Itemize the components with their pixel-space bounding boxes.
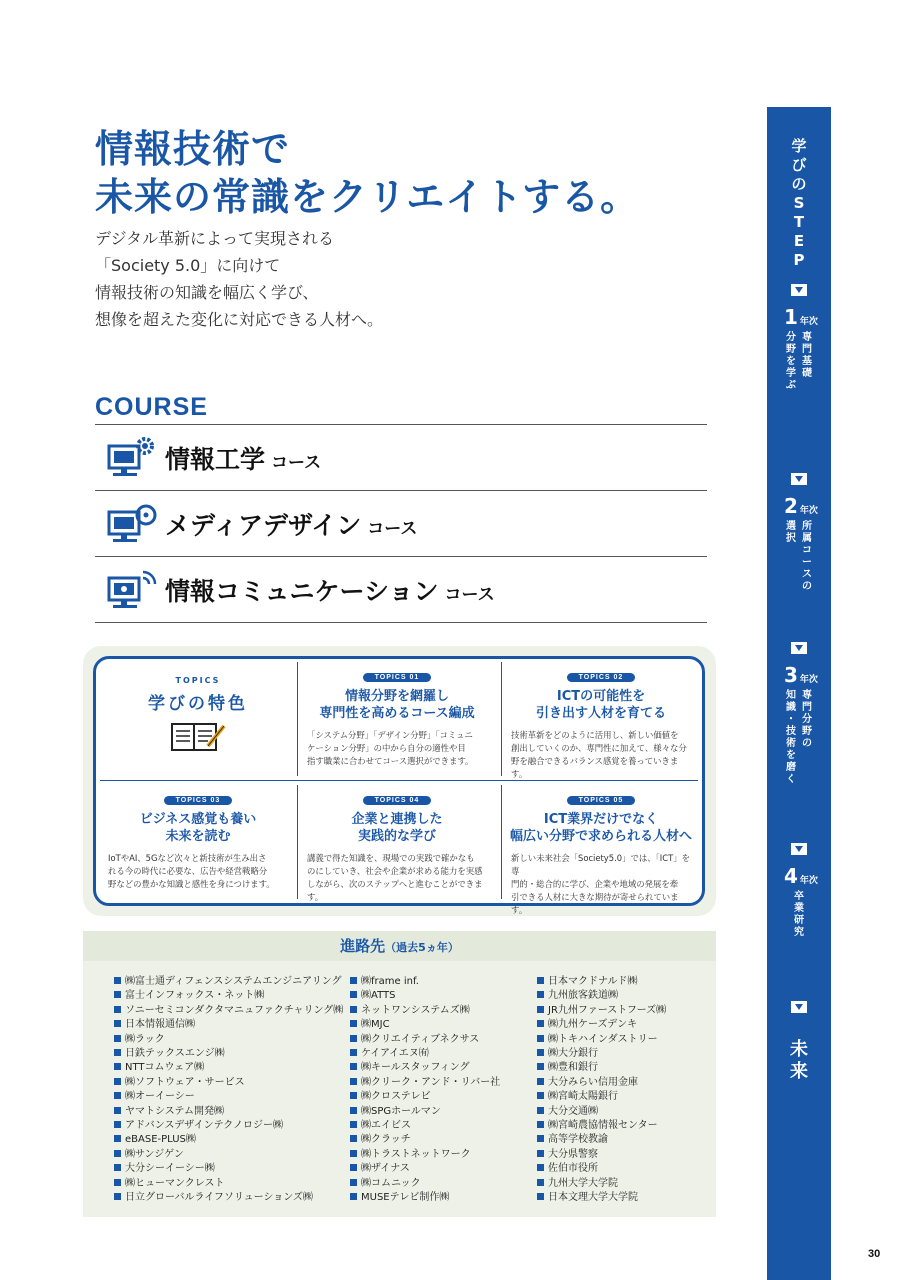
- topic-title-line: ビジネス感覚も養い: [139, 812, 257, 827]
- career-heading-text: 進路先: [340, 937, 386, 955]
- career-item: [537, 1076, 666, 1090]
- bullet-square-icon: [537, 1092, 544, 1099]
- topic-body-line: 野などの豊かな知識と感性を身につけます。: [108, 879, 275, 889]
- topic-body-line: 指す職業に合わせてコース選択ができます。: [307, 756, 474, 766]
- career-item: [114, 1090, 343, 1104]
- topic-body-line: IoTやAI、5Gなど次々と新技術が生み出さ: [108, 853, 267, 863]
- topic-title-line: 情報分野を網羅し: [344, 689, 449, 704]
- career-item-text: ㈱オーイーシー: [125, 1091, 195, 1103]
- topic-item: [100, 787, 296, 899]
- bullet-square-icon: [537, 977, 544, 984]
- career-item: [114, 1191, 343, 1205]
- step-text-1: 専 門 分 野 の: [802, 690, 812, 749]
- topic-body-line: 新しい未来社会「Society5.0」では、「ICT」を専: [511, 853, 690, 876]
- bullet-square-icon: [114, 1179, 121, 1186]
- career-item: [114, 1105, 343, 1119]
- career-item-text: ㈱豊和銀行: [548, 1062, 598, 1074]
- topic-title-line: 引き出す人材を育てる: [535, 706, 666, 721]
- bullet-square-icon: [537, 1107, 544, 1114]
- career-item-text: 高等学校教諭: [548, 1134, 608, 1146]
- career-item-text: 大分県警察: [548, 1148, 598, 1160]
- sidebar-title: 学 び の S T E P: [791, 137, 807, 269]
- career-item: [114, 1076, 343, 1090]
- lead-line: デジタル革新によって実現される: [95, 229, 335, 248]
- career-item-text: 大分みらい信用金庫: [548, 1076, 638, 1088]
- step-suffix: 年次: [799, 675, 818, 685]
- career-item: [537, 1061, 666, 1075]
- step-text-1: 卒 業 研 究: [794, 891, 804, 938]
- career-item: [114, 1033, 343, 1047]
- bullet-square-icon: [114, 1035, 121, 1042]
- career-item: [537, 1177, 666, 1191]
- career-item-text: NTTコムウェア㈱: [125, 1062, 205, 1074]
- title-line-1: 情報技術で: [95, 127, 291, 171]
- career-heading-sub: （過去5ヵ年）: [385, 941, 459, 954]
- step-num: 2: [784, 494, 798, 518]
- topic-item: [503, 664, 699, 779]
- topic-badge: TOPICS 05: [567, 796, 636, 805]
- career-item: [350, 975, 500, 989]
- step-num: 1: [784, 305, 798, 329]
- bullet-square-icon: [537, 1049, 544, 1056]
- career-item-text: ㈱クリーク・アンド・リバー社: [361, 1076, 501, 1088]
- topic-title: [503, 811, 699, 845]
- bullet-square-icon: [537, 1150, 544, 1157]
- career-item-text: JR九州ファーストフーズ㈱: [548, 1004, 667, 1016]
- bullet-square-icon: [350, 1078, 357, 1085]
- career-item-text: ㈱サンジゲン: [125, 1148, 184, 1160]
- bullet-square-icon: [114, 1092, 121, 1099]
- step-year: [784, 663, 818, 687]
- career-item: [114, 1119, 343, 1133]
- career-item: [537, 1133, 666, 1147]
- career-item: [350, 1133, 500, 1147]
- arrow-down-icon: [791, 284, 807, 296]
- divider: [297, 785, 298, 899]
- career-item: [537, 1004, 666, 1018]
- bullet-square-icon: [537, 1179, 544, 1186]
- step-year: [784, 864, 818, 888]
- course-name: メディアデザイン: [165, 510, 362, 540]
- bullet-square-icon: [537, 1135, 544, 1142]
- career-item-text: ㈱ザイナス: [361, 1163, 410, 1175]
- course-item-info-engineering[interactable]: [95, 425, 707, 491]
- career-item-text: eBASE-PLUS㈱: [125, 1134, 196, 1146]
- bullet-square-icon: [537, 1078, 544, 1085]
- bullet-square-icon: [350, 1193, 357, 1200]
- course-item-media-design[interactable]: [95, 491, 707, 557]
- bullet-square-icon: [114, 1150, 121, 1157]
- bullet-square-icon: [114, 1121, 121, 1128]
- career-item-text: 佐伯市役所: [548, 1163, 598, 1175]
- career-item-text: ㈱クリエイティブネクサス: [361, 1033, 480, 1045]
- career-item-text: 日立グローバルライフソリューションズ㈱: [125, 1192, 313, 1204]
- bullet-square-icon: [537, 991, 544, 998]
- career-item: [114, 989, 343, 1003]
- bullet-square-icon: [114, 1006, 121, 1013]
- course-heading: COURSE: [95, 393, 208, 421]
- career-item-text: ㈱九州ケーズデンキ: [548, 1019, 638, 1031]
- step-text-2: 知 識 ・ 技 術 を 磨 く: [786, 690, 796, 785]
- bullet-square-icon: [350, 1179, 357, 1186]
- career-item: [350, 1191, 500, 1205]
- topic-body-line: 引できる人材に大きな期待が寄せられています。: [511, 892, 679, 915]
- career-item: [114, 1133, 343, 1147]
- career-item: [537, 1018, 666, 1032]
- career-item: [350, 1047, 500, 1061]
- career-item-text: アドバンスデザインテクノロジー㈱: [125, 1120, 283, 1132]
- step-text-1: 専 門 基 礎: [802, 332, 812, 379]
- bullet-square-icon: [350, 1035, 357, 1042]
- topic-body-line: 創出していくのか、専門性に加えて、様々な分: [511, 743, 687, 753]
- sidebar-future: 未 来: [790, 1039, 808, 1082]
- career-item-text: 九州旅客鉄道㈱: [548, 990, 618, 1002]
- topic-body-line: ケーション分野」の中から自分の適性や目: [307, 743, 466, 753]
- career-item: [537, 1162, 666, 1176]
- career-item-text: 日本文理大学大学院: [548, 1192, 638, 1204]
- step-suffix: 年次: [799, 506, 818, 516]
- career-heading: [83, 931, 716, 961]
- career-item: [350, 1076, 500, 1090]
- step-num: 3: [784, 663, 798, 687]
- career-item-text: ヤマトシステム開発㈱: [125, 1105, 224, 1117]
- career-item-text: ㈱ヒューマンクレスト: [125, 1177, 225, 1189]
- bullet-square-icon: [350, 1006, 357, 1013]
- career-item: [537, 1105, 666, 1119]
- topic-item: [299, 787, 495, 902]
- step-year: [784, 305, 818, 329]
- career-item-text: ㈱ラック: [125, 1033, 165, 1045]
- bullet-square-icon: [114, 1107, 121, 1114]
- career-item-text: ㈱コムニック: [361, 1177, 421, 1189]
- page-number: 30: [868, 1248, 881, 1260]
- bullet-square-icon: [537, 1121, 544, 1128]
- career-item: [114, 975, 343, 989]
- course-name: 情報工学: [165, 444, 266, 474]
- career-item-text: 日鉄テックスエンジ㈱: [125, 1048, 225, 1060]
- career-item: [114, 1018, 343, 1032]
- course-suffix: コース: [444, 585, 495, 605]
- topic-item: [299, 664, 495, 776]
- career-item-text: 大分交通㈱: [548, 1105, 598, 1117]
- career-item-text: ㈱キールスタッフィング: [361, 1062, 470, 1074]
- career-item: [350, 1061, 500, 1075]
- career-item-text: 九州大学大学院: [548, 1177, 618, 1189]
- career-item-text: 大分シーイーシー㈱: [125, 1163, 215, 1175]
- career-item: [350, 1018, 500, 1032]
- topic-title-line: 企業と連携した: [351, 812, 443, 827]
- bullet-square-icon: [114, 1193, 121, 1200]
- course-suffix: コース: [367, 519, 418, 539]
- topic-body-line: 技術革新をどのように活用し、新しい価値を: [511, 730, 679, 740]
- divider: [501, 662, 502, 776]
- topic-item: [503, 787, 699, 915]
- career-item: [537, 1191, 666, 1205]
- career-item-text: MUSEテレビ制作㈱: [361, 1192, 450, 1204]
- computer-signal-icon: [107, 568, 159, 612]
- page-title: [95, 125, 639, 221]
- topic-body-line: 「システム分野」「デザイン分野」「コミュニ: [307, 730, 473, 740]
- career-item-text: 日本情報通信㈱: [125, 1019, 195, 1031]
- topic-body-line: のにしていき、社会や企業が求める能力を実感: [307, 866, 483, 876]
- topic-title: [503, 688, 699, 722]
- arrow-down-icon: [791, 843, 807, 855]
- step-num: 4: [784, 864, 798, 888]
- topic-body: [100, 852, 296, 891]
- topic-body-line: 門的・総合的に学び、企業や地域の発展を牽: [511, 879, 679, 889]
- career-item: [537, 1047, 666, 1061]
- course-list: [95, 424, 707, 623]
- career-item-text: ㈱MJC: [361, 1019, 390, 1031]
- title-line-2: 未来の常識をクリエイトする。: [95, 175, 640, 219]
- career-item: [350, 1090, 500, 1104]
- bullet-square-icon: [350, 977, 357, 984]
- topic-title-line: ICT業界だけでなく: [543, 812, 659, 827]
- career-item: [350, 989, 500, 1003]
- career-item: [537, 1090, 666, 1104]
- lead-line: 「Society 5.0」に向けて: [95, 256, 281, 275]
- career-item: [350, 1105, 500, 1119]
- bullet-square-icon: [350, 1020, 357, 1027]
- topic-title-line: ICTの可能性を: [556, 689, 646, 704]
- step-suffix: 年次: [799, 317, 818, 327]
- computer-gear-icon: [107, 436, 159, 480]
- lead-line: 情報技術の知識を幅広く学び、: [95, 283, 319, 302]
- topic-badge: TOPICS 04: [363, 796, 432, 805]
- course-name: 情報コミュニケーション: [165, 576, 439, 606]
- bullet-square-icon: [114, 1078, 121, 1085]
- divider: [297, 662, 298, 776]
- topic-body-line: しながら、次のステップへと進むことができます。: [307, 879, 483, 902]
- career-item: [114, 1061, 343, 1075]
- career-item-text: ㈱クロステレビ: [361, 1091, 431, 1103]
- career-item: [350, 1004, 500, 1018]
- course-item-info-communication[interactable]: [95, 557, 707, 623]
- step-suffix: 年次: [799, 876, 818, 886]
- career-item-text: ソニーセミコンダクタマニュファクチャリング㈱: [125, 1004, 344, 1016]
- notebook-pencil-icon: [168, 720, 228, 756]
- career-item-text: ケイアイエヌ㈲: [361, 1048, 429, 1060]
- career-item-text: ㈱ATTS: [361, 990, 396, 1002]
- bullet-square-icon: [350, 1049, 357, 1056]
- topic-badge: TOPICS 03: [164, 796, 233, 805]
- topic-badge: TOPICS 02: [567, 673, 636, 682]
- career-item: [114, 1004, 343, 1018]
- course-suffix: コース: [271, 453, 322, 473]
- topic-body-line: 野を融合できるバランス感覚を養っていきます。: [511, 756, 679, 779]
- bullet-square-icon: [114, 1135, 121, 1142]
- career-item-text: ㈱frame inf.: [361, 976, 419, 987]
- topic-title: [299, 688, 495, 722]
- career-item-text: ㈱クラッチ: [361, 1134, 411, 1146]
- career-item-text: ネットワンシステムズ㈱: [361, 1004, 470, 1016]
- career-item-text: ㈱大分銀行: [548, 1048, 598, 1060]
- bullet-square-icon: [350, 1063, 357, 1070]
- career-item: [350, 1033, 500, 1047]
- career-item: [350, 1162, 500, 1176]
- divider: [501, 785, 502, 899]
- bullet-square-icon: [114, 1063, 121, 1070]
- career-item: [537, 989, 666, 1003]
- topic-title-line: 専門性を高めるコース編成: [319, 706, 475, 721]
- bullet-square-icon: [114, 1020, 121, 1027]
- topic-title: [299, 811, 495, 845]
- career-item-text: 富士インフォックス・ネット㈱: [125, 990, 265, 1002]
- topic-body: [299, 729, 495, 768]
- bullet-square-icon: [350, 1150, 357, 1157]
- career-item: [114, 1148, 343, 1162]
- topic-title: [100, 811, 296, 845]
- bullet-square-icon: [537, 1164, 544, 1171]
- arrow-down-icon: [791, 642, 807, 654]
- career-item: [537, 1033, 666, 1047]
- career-item-text: ㈱宮崎太陽銀行: [548, 1091, 618, 1103]
- bullet-square-icon: [114, 1164, 121, 1171]
- career-item: [537, 975, 666, 989]
- lead-line: 想像を超えた変化に対応できる人材へ。: [95, 310, 384, 329]
- career-item: [350, 1177, 500, 1191]
- step-text-1: 所 属 コ ー ス の: [802, 521, 812, 592]
- topic-body: [503, 852, 699, 917]
- computer-disc-icon: [107, 502, 159, 546]
- career-item: [350, 1148, 500, 1162]
- feature-title: 学びの特色: [148, 694, 248, 714]
- feature-topics-label: TOPICS: [175, 676, 221, 685]
- career-column-3: [537, 975, 666, 1206]
- topic-title-line: 幅広い分野で求められる人材へ: [509, 829, 692, 844]
- career-item-text: ㈱宮崎農協情報センター: [548, 1120, 658, 1132]
- career-item: [350, 1119, 500, 1133]
- step-year: [784, 494, 818, 518]
- bullet-square-icon: [537, 1193, 544, 1200]
- bullet-square-icon: [537, 1063, 544, 1070]
- career-item-text: ㈱SPGホールマン: [361, 1105, 441, 1117]
- bullet-square-icon: [350, 1135, 357, 1142]
- bullet-square-icon: [350, 1121, 357, 1128]
- bullet-square-icon: [350, 1107, 357, 1114]
- career-item: [537, 1119, 666, 1133]
- career-item-text: ㈱トラストネットワーク: [361, 1148, 471, 1160]
- career-column-2: [350, 975, 500, 1206]
- step-text-2: 選 択: [786, 521, 796, 544]
- bullet-square-icon: [350, 1164, 357, 1171]
- step-text-2: 分 野 を 学 ぶ: [786, 332, 796, 391]
- bullet-square-icon: [114, 1049, 121, 1056]
- arrow-down-icon: [791, 473, 807, 485]
- career-item-text: ㈱富士通ディフェンスシステムエンジニアリング: [125, 976, 342, 987]
- bullet-square-icon: [350, 1092, 357, 1099]
- topic-title-line: 実践的な学び: [357, 829, 436, 844]
- topic-body: [503, 729, 699, 781]
- topic-feature: [100, 664, 296, 776]
- bullet-square-icon: [114, 991, 121, 998]
- career-item: [114, 1047, 343, 1061]
- career-item: [537, 1148, 666, 1162]
- career-item-text: ㈱ソフトウェア・サービス: [125, 1076, 245, 1088]
- step-sidebar: [767, 107, 831, 1280]
- bullet-square-icon: [537, 1006, 544, 1013]
- bullet-square-icon: [114, 977, 121, 984]
- topic-body-line: 講義で得た知識を、現場での実践で確かなも: [307, 853, 475, 863]
- topic-body: [299, 852, 495, 904]
- career-item-text: ㈱エイビス: [361, 1120, 411, 1132]
- topic-badge: TOPICS 01: [363, 673, 432, 682]
- career-item-text: 日本マクドナルド㈱: [548, 976, 638, 987]
- career-item-text: ㈱トキハインダストリー: [548, 1033, 658, 1045]
- bullet-square-icon: [537, 1035, 544, 1042]
- arrow-down-icon: [791, 1001, 807, 1013]
- career-column-1: [114, 975, 343, 1206]
- lead-text: [95, 225, 383, 333]
- bullet-square-icon: [537, 1020, 544, 1027]
- topic-body-line: れる今の時代に必要な、広告や経営戦略分: [108, 866, 268, 876]
- career-item: [114, 1177, 343, 1191]
- career-item: [114, 1162, 343, 1176]
- bullet-square-icon: [350, 991, 357, 998]
- topic-title-line: 未来を読む: [165, 829, 231, 844]
